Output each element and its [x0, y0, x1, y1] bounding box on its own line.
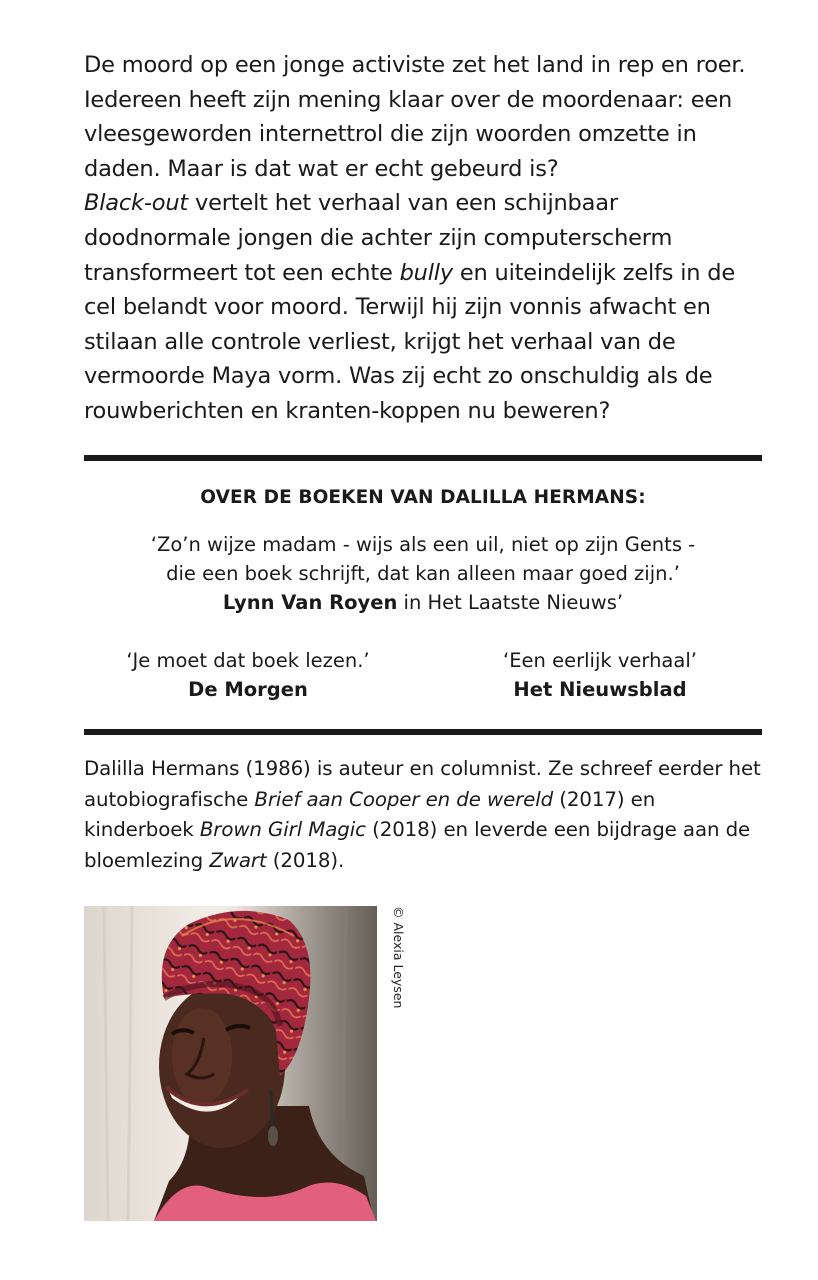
photo-credit-text: © Alexia Leysen — [391, 906, 406, 1009]
review-right-quote: ‘Een eerlijk verhaal’ — [503, 649, 697, 672]
main-quote-line-2: die een boek schrijft, dat kan alleen maar goed zijn.’ — [166, 562, 680, 585]
main-quote-attribution — [84, 588, 762, 617]
bio-book-3: Zwart — [209, 848, 267, 872]
back-cover-blurb — [84, 48, 764, 429]
bio-book-2: Brown Girl Magic — [199, 818, 366, 841]
book-title-italic: Black-out — [84, 190, 189, 217]
main-review-quote — [84, 530, 762, 617]
review-left-quote: ‘Je moet dat boek lezen.’ — [126, 649, 370, 672]
photo-credit — [376, 906, 418, 1016]
divider-top — [84, 455, 762, 461]
bio-book-1: Brief aan Cooper en de wereld — [254, 787, 554, 811]
review-right — [430, 646, 770, 704]
bio-text-4: (2018). — [266, 848, 345, 872]
main-quote-source: in Het Laatste Nieuws’ — [397, 591, 624, 614]
main-quote-line-1: ‘Zo’n wijze madam - wijs als een uil, niet op zijn Gents - — [150, 533, 696, 556]
bio-text-1: Dalilla Hermans (1986) is auteur en columnist. Ze schreef eerder het autobiografische — [84, 757, 761, 811]
bully-italic: bully — [399, 259, 453, 286]
author-bio — [84, 754, 764, 876]
main-quote-author: Lynn Van Royen — [222, 591, 398, 614]
review-right-source: Het Nieuwsblad — [513, 678, 687, 701]
blurb-paragraph-2a: vertelt het verhaal van een schijnbaar doodnormale jongen die achter zijn computerscherm transformeert tot een echte — [84, 190, 673, 286]
blurb-paragraph-2b: en uiteindelijk zelfs in de cel belandt voor moord. Terwijl hij zijn vonnis afwacht en stilaan alle controle verliest, krijgt het verhaal van de vermoorde Maya vorm. Was zij echt zo onschuldig als de rouwberichten en kranten-koppen nu beweren? — [84, 259, 735, 424]
bio-text-3: (2018) en leverde een bijdrage aan de bloemlezing — [84, 818, 751, 872]
review-left — [78, 646, 418, 704]
divider-bottom — [84, 729, 762, 735]
reviews-heading: OVER DE BOEKEN VAN DALILLA HERMANS: — [200, 487, 646, 508]
author-photo — [84, 906, 377, 1221]
review-left-source: De Morgen — [188, 678, 308, 701]
author-portrait-illustration — [84, 906, 377, 1221]
blurb-paragraph-1: De moord op een jonge activiste zet het land in rep en roer. Iedereen heeft zijn mening klaar over de moordenaar: een vleesgeworden internettrol die zijn woorden omzette in daden. Maar is dat wat er echt gebeurd is? — [84, 52, 746, 182]
bio-text-2: (2017) en kinderboek — [84, 787, 656, 841]
